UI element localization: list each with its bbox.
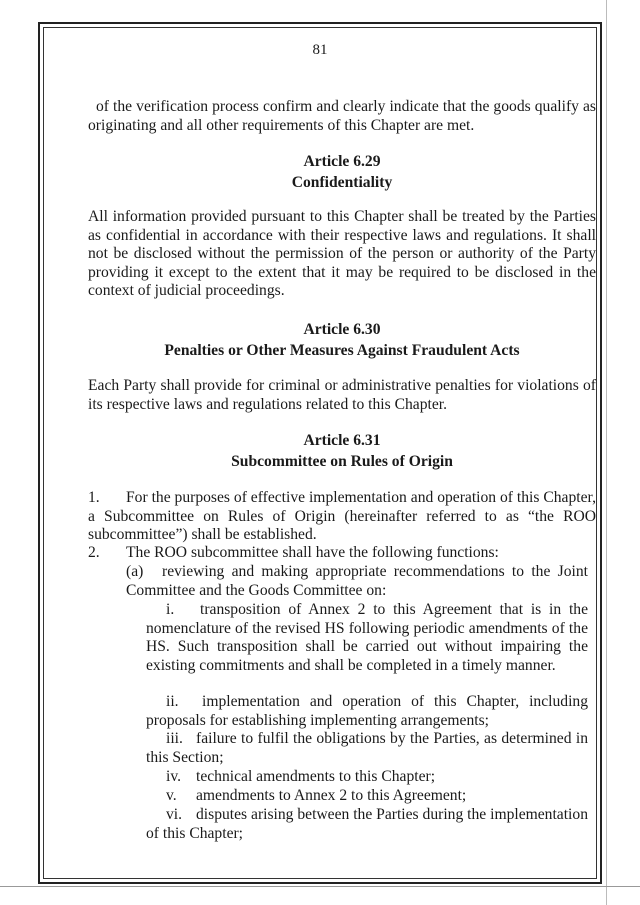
article-6-30-number: Article 6.30 — [303, 321, 381, 338]
item-iv-text: technical amendments to this Chapter; — [196, 768, 436, 785]
article-6-29-number: Article 6.29 — [303, 153, 381, 170]
item-iii-text: failure to fulfil the obligations by the Parties, as determined in this Section; — [146, 730, 588, 766]
sub-a-marker: (a) — [126, 563, 144, 580]
item-vi-marker: vi. — [166, 806, 183, 823]
paragraph-1-text: For the purposes of effective implementation and operation of this Chapter, a Subcommittee on Rules of Origin (hereinafter referred to as “the ROO subcommittee”) shall be established. — [88, 489, 596, 544]
paragraph-2-marker: 2. — [88, 544, 100, 561]
paragraph-2-text: The ROO subcommittee shall have the following functions: — [126, 544, 499, 561]
intro-paragraph: of the verification process confirm and clearly indicate that the goods qualify as originating and all other requirements of this Chapter are met. — [88, 98, 596, 134]
article-6-30-title: Penalties or Other Measures Against Fraudulent Acts — [164, 342, 520, 359]
item-v-text: amendments to Annex 2 to this Agreement; — [196, 787, 467, 804]
article-6-29-title: Confidentiality — [291, 174, 393, 191]
item-i-text: transposition of Annex 2 to this Agreement that is in the nomenclature of the revised HS following periodic amendments of the HS. Such transposition shall be carried out without impairing the existing commitments and shall be completed in a timely manner. — [146, 601, 588, 674]
item-v-marker: v. — [166, 787, 177, 804]
item-iii-marker: iii. — [166, 730, 183, 747]
article-6-31-number: Article 6.31 — [303, 432, 381, 449]
article-6-30-body: Each Party shall provide for criminal or administrative penalties for violations of its respective laws and regulations related to this Chapter. — [88, 377, 596, 413]
item-ii-marker: ii. — [166, 693, 179, 710]
page-number: 81 — [312, 42, 328, 58]
item-vi-text: disputes arising between the Parties during the implementation of this Chapter; — [146, 806, 588, 842]
sub-a-text: reviewing and making appropriate recommendations to the Joint Committee and the Goods Committee on: — [126, 563, 588, 599]
article-6-31-title: Subcommittee on Rules of Origin — [231, 453, 453, 470]
article-6-29-body: All information provided pursuant to this Chapter shall be treated by the Parties as confidential in accordance with their respective laws and regulations. It shall not be disclosed without the permission of the person or authority of the Party providing it except to the extent that it may be required to be disclosed in the context of judicial proceedings. — [88, 208, 596, 300]
item-iv-marker: iv. — [166, 768, 182, 785]
paragraph-1-marker: 1. — [88, 489, 100, 506]
item-i-marker: i. — [166, 601, 175, 618]
item-ii-text: implementation and operation of this Chapter, including proposals for establishing implementing arrangements; — [146, 693, 588, 729]
